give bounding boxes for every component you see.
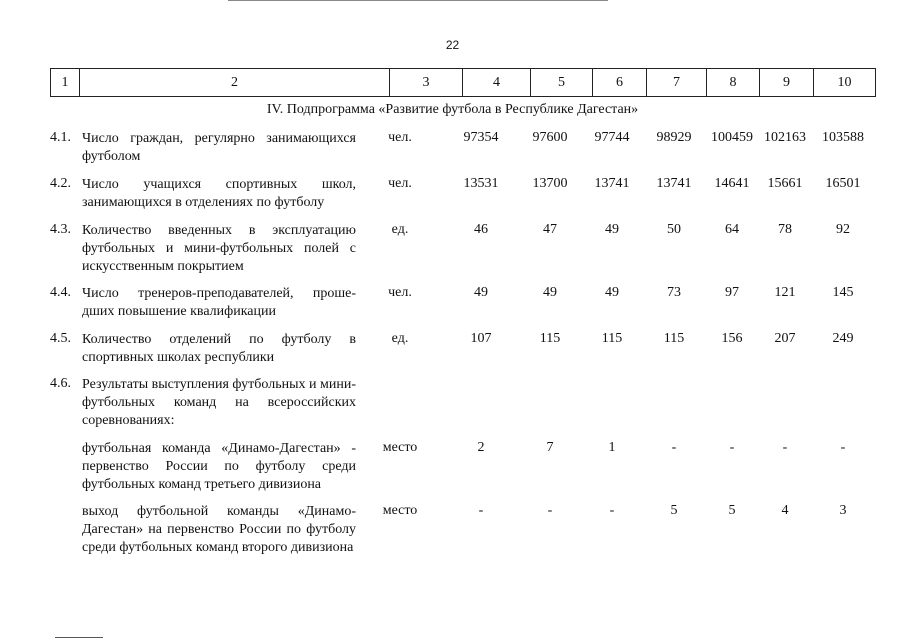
row-value-col-9: 4 (781, 503, 789, 518)
row-value-col-10: 92 (836, 222, 850, 237)
row-description: Результаты выступления футбольных и мини-футбольных команд на всероссийских соревнованиях: (82, 377, 356, 428)
row-unit: ед. (391, 331, 409, 346)
row-value-col-6: 115 (601, 331, 623, 346)
row-unit: чел. (388, 285, 412, 300)
row-value-col-5: 97600 (532, 130, 568, 145)
row-value-col-7: - (671, 440, 677, 455)
row-value-col-4: 107 (470, 331, 492, 346)
top-scan-rule (228, 0, 608, 1)
header-col-7: 7 (646, 69, 706, 96)
row-description: Количество отделений по футболу в спортивных школах республики (82, 332, 356, 365)
row-number: 4.5. (50, 331, 71, 346)
header-col-3: 3 (389, 69, 462, 96)
row-unit: чел. (388, 176, 412, 191)
row-value-col-9: 15661 (767, 176, 803, 191)
row-number: 4.1. (50, 130, 71, 145)
row-value-col-8: 156 (721, 331, 743, 346)
row-value-col-6: 13741 (594, 176, 630, 191)
row-unit: ед. (391, 222, 409, 237)
row-value-col-10: 145 (832, 285, 854, 300)
row-value-col-9: 102163 (764, 130, 806, 145)
row-value-col-4: 2 (477, 440, 485, 455)
header-col-9: 9 (759, 69, 813, 96)
row-value-col-9: 121 (774, 285, 796, 300)
row-value-col-9: 78 (778, 222, 792, 237)
header-col-8: 8 (706, 69, 759, 96)
row-number: 4.2. (50, 176, 71, 191)
row-value-col-8: 5 (728, 503, 736, 518)
row-value-col-5: - (547, 503, 553, 518)
row-value-col-4: 13531 (463, 176, 499, 191)
row-value-col-7: 73 (667, 285, 681, 300)
row-value-col-4: 97354 (463, 130, 499, 145)
row-value-col-9: 207 (774, 331, 796, 346)
row-number: 4.6. (50, 376, 71, 391)
table-header-row (50, 68, 876, 97)
row-value-col-5: 49 (543, 285, 557, 300)
row-value-col-6: 1 (608, 440, 616, 455)
row-number: 4.3. (50, 222, 71, 237)
row-value-col-5: 115 (539, 331, 561, 346)
row-number: 4.4. (50, 285, 71, 300)
row-value-col-9: - (782, 440, 788, 455)
row-description: Число граждан, регулярно занимающихся футболом (82, 131, 356, 164)
row-value-col-5: 7 (546, 440, 554, 455)
section-title: IV. Подпрограмма «Развитие футбола в Республике Дагестан» (266, 102, 639, 117)
row-value-col-8: 97 (725, 285, 739, 300)
row-value-col-4: - (478, 503, 484, 518)
row-value-col-8: 64 (725, 222, 739, 237)
row-value-col-6: 49 (605, 222, 619, 237)
row-value-col-4: 49 (474, 285, 488, 300)
row-description: выход футбольной команды «Динамо-Дагестан» на первенство России по футболу среди футбольных команд второго дивизиона (82, 504, 356, 555)
row-value-col-4: 46 (474, 222, 488, 237)
row-description: футбольная команда «Динамо-Дагестан» - первенство России по футболу среди футбольных команд третьего дивизиона (82, 441, 356, 492)
row-value-col-6: 97744 (594, 130, 630, 145)
row-unit: чел. (388, 130, 412, 145)
row-value-col-5: 47 (543, 222, 557, 237)
row-unit: место (382, 503, 418, 518)
row-value-col-10: 16501 (825, 176, 861, 191)
row-value-col-10: 3 (839, 503, 847, 518)
row-value-col-7: 50 (667, 222, 681, 237)
header-col-2: 2 (79, 69, 389, 96)
row-value-col-7: 13741 (656, 176, 692, 191)
footnote-rule (55, 637, 103, 638)
header-col-1: 1 (61, 75, 69, 90)
row-value-col-5: 13700 (532, 176, 568, 191)
row-value-col-7: 115 (663, 331, 685, 346)
row-description: Количество введенных в эксплуатацию футбольных и мини-футбольных полей с искусственным покрытием (82, 223, 356, 274)
header-col-5: 5 (530, 69, 592, 96)
row-unit: место (382, 440, 418, 455)
page-number: 22 (445, 38, 460, 52)
row-value-col-6: - (609, 503, 615, 518)
header-col-4: 4 (462, 69, 530, 96)
row-value-col-7: 98929 (656, 130, 692, 145)
row-description: Число учащихся спортивных школ, занимающихся в отделениях по футболу (82, 177, 356, 210)
row-value-col-10: 249 (832, 331, 854, 346)
row-value-col-8: 100459 (711, 130, 753, 145)
row-value-col-7: 5 (670, 503, 678, 518)
row-value-col-6: 49 (605, 285, 619, 300)
row-value-col-10: - (840, 440, 846, 455)
header-col-10: 10 (813, 69, 875, 96)
row-description: Число тренеров-преподавателей, проше-дших повышение квалификации (82, 286, 356, 319)
row-value-col-8: - (729, 440, 735, 455)
header-col-6: 6 (592, 69, 646, 96)
row-value-col-10: 103588 (822, 130, 864, 145)
row-value-col-8: 14641 (714, 176, 750, 191)
